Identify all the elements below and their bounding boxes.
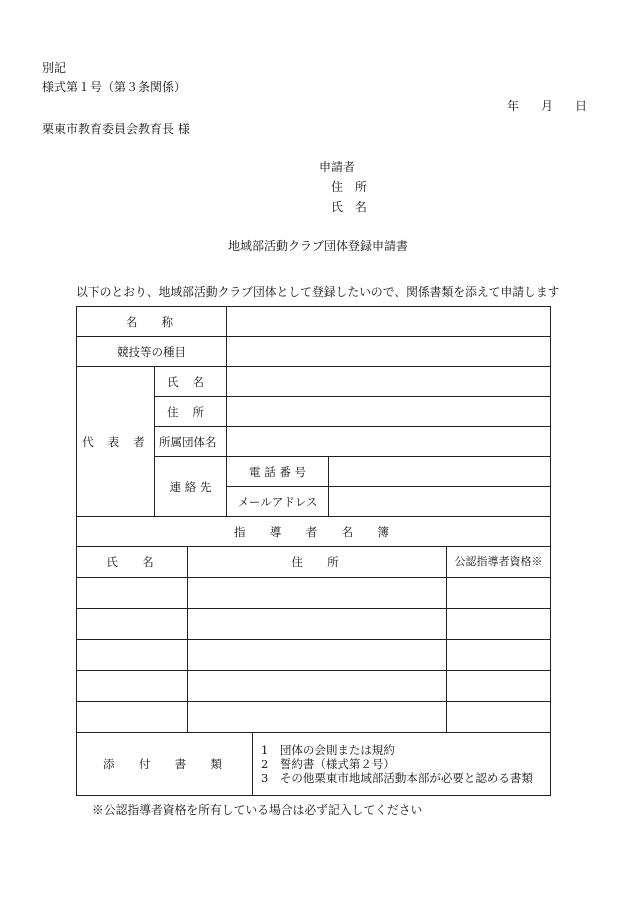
rep-name-row xyxy=(77,367,551,397)
form-number: 様式第１号（第３条関係） xyxy=(42,80,187,94)
instructor-qualification-field[interactable] xyxy=(447,702,551,733)
instructor-name-field[interactable] xyxy=(77,609,188,640)
sport-type-row xyxy=(77,337,551,367)
email-label: メールアドレス xyxy=(227,487,329,517)
date-month: 月 xyxy=(541,99,554,113)
rep-name-field[interactable] xyxy=(227,367,551,397)
instructor-row xyxy=(77,578,551,609)
date-year: 年 xyxy=(507,99,520,113)
instructor-qualification-field[interactable] xyxy=(447,609,551,640)
document-title: 地域部活動クラブ団体登録申請書 xyxy=(228,239,409,253)
rep-address-label: 住 所 xyxy=(155,397,227,427)
instructor-address-field[interactable] xyxy=(188,702,447,733)
sport-type-field[interactable] xyxy=(227,337,551,367)
contact-label: 連 絡 先 xyxy=(155,457,227,517)
instructor-row xyxy=(77,671,551,702)
attachment-item: 1 団体の会則または規約 xyxy=(261,743,395,757)
intro-text: 以下のとおり、地域部活動クラブ団体として登録したいので、関係書類を添えて申請します xyxy=(76,285,560,299)
club-name-field[interactable] xyxy=(227,307,551,337)
attachment-item: 3 その他栗東市地域部活動本部が必要と認める書類 xyxy=(261,771,533,785)
registration-form-table xyxy=(76,306,551,796)
instructors-heading: 指 導 者 名 簿 xyxy=(77,517,551,547)
col-qualification: 公認指導者資格※ xyxy=(447,547,551,578)
club-name-row xyxy=(77,307,551,337)
instructors-header-row xyxy=(77,547,551,578)
instructor-address-field[interactable] xyxy=(188,671,447,702)
instructor-name-field[interactable] xyxy=(77,671,188,702)
addressee: 栗東市教育委員会教育長 様 xyxy=(42,122,190,136)
instructor-address-field[interactable] xyxy=(188,640,447,671)
applicant-name-label: 氏 名 xyxy=(331,200,367,214)
appendix-label: 別記 xyxy=(42,61,67,75)
club-name-label: 名 称 xyxy=(77,307,227,337)
attachments-row xyxy=(77,733,551,796)
attachments-label: 添 付 書 類 xyxy=(77,733,253,796)
instructor-address-field[interactable] xyxy=(188,609,447,640)
attachment-item: 2 誓約書（様式第２号） xyxy=(261,757,395,771)
attachments-list xyxy=(253,733,551,796)
phone-field[interactable] xyxy=(329,457,551,487)
instructor-row xyxy=(77,609,551,640)
applicant-address-label: 住 所 xyxy=(331,180,367,194)
instructor-name-field[interactable] xyxy=(77,702,188,733)
email-field[interactable] xyxy=(329,487,551,517)
applicant-label: 申請者 xyxy=(319,160,356,174)
instructor-name-field[interactable] xyxy=(77,578,188,609)
col-instructor-name: 氏 名 xyxy=(77,547,188,578)
instructor-address-field[interactable] xyxy=(188,578,447,609)
rep-name-label: 氏 名 xyxy=(155,367,227,397)
sport-type-label: 競技等の種目 xyxy=(77,337,227,367)
date-day: 日 xyxy=(575,99,588,113)
footnote: ※公認指導者資格を所有している場合は必ず記入してください xyxy=(92,803,423,817)
instructor-name-field[interactable] xyxy=(77,640,188,671)
rep-org-field[interactable] xyxy=(227,427,551,457)
rep-org-label: 所属団体名 xyxy=(155,427,227,457)
representative-label: 代 表 者 xyxy=(77,367,155,517)
instructor-qualification-field[interactable] xyxy=(447,640,551,671)
instructor-qualification-field[interactable] xyxy=(447,671,551,702)
instructor-row xyxy=(77,640,551,671)
phone-label: 電 話 番 号 xyxy=(227,457,329,487)
instructor-qualification-field[interactable] xyxy=(447,578,551,609)
instructors-heading-row xyxy=(77,517,551,547)
instructor-row xyxy=(77,702,551,733)
rep-address-field[interactable] xyxy=(227,397,551,427)
col-instructor-address: 住 所 xyxy=(188,547,447,578)
